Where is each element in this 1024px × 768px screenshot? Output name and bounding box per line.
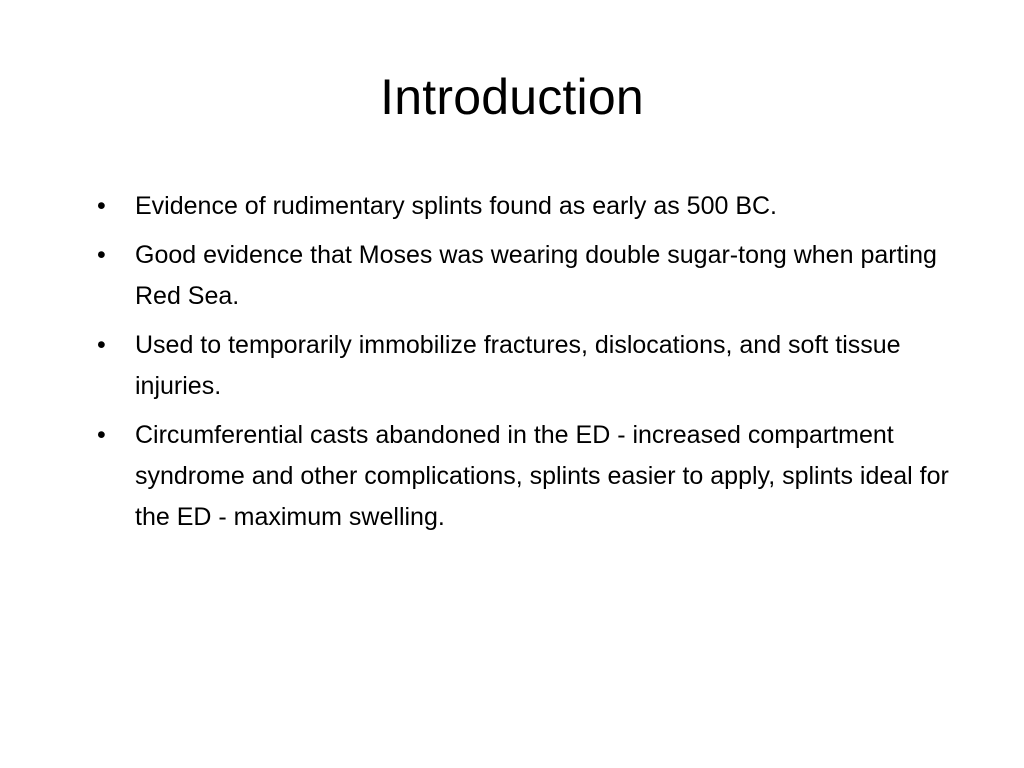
bullet-item <box>97 235 957 317</box>
bullet-item <box>97 325 957 407</box>
bullet-text: Good evidence that Moses was wearing double sugar-tong when parting Red Sea. <box>135 241 937 310</box>
bullet-text: Used to temporarily immobilize fractures, dislocations, and soft tissue injuries. <box>135 331 901 400</box>
bullet-text: Evidence of rudimentary splints found as early as 500 BC. <box>135 192 778 220</box>
bullet-icon: • <box>97 331 106 359</box>
bullet-list <box>97 186 957 546</box>
bullet-icon: • <box>97 241 106 269</box>
bullet-icon: • <box>97 421 106 449</box>
bullet-text: Circumferential casts abandoned in the ED - increased compartment syndrome and other complications, splints easier to apply, splints ideal for the ED - maximum swelling. <box>135 421 949 531</box>
slide-title: Introduction <box>380 69 644 125</box>
bullet-item <box>97 415 957 538</box>
bullet-icon: • <box>97 192 106 220</box>
bullet-item <box>97 186 957 227</box>
